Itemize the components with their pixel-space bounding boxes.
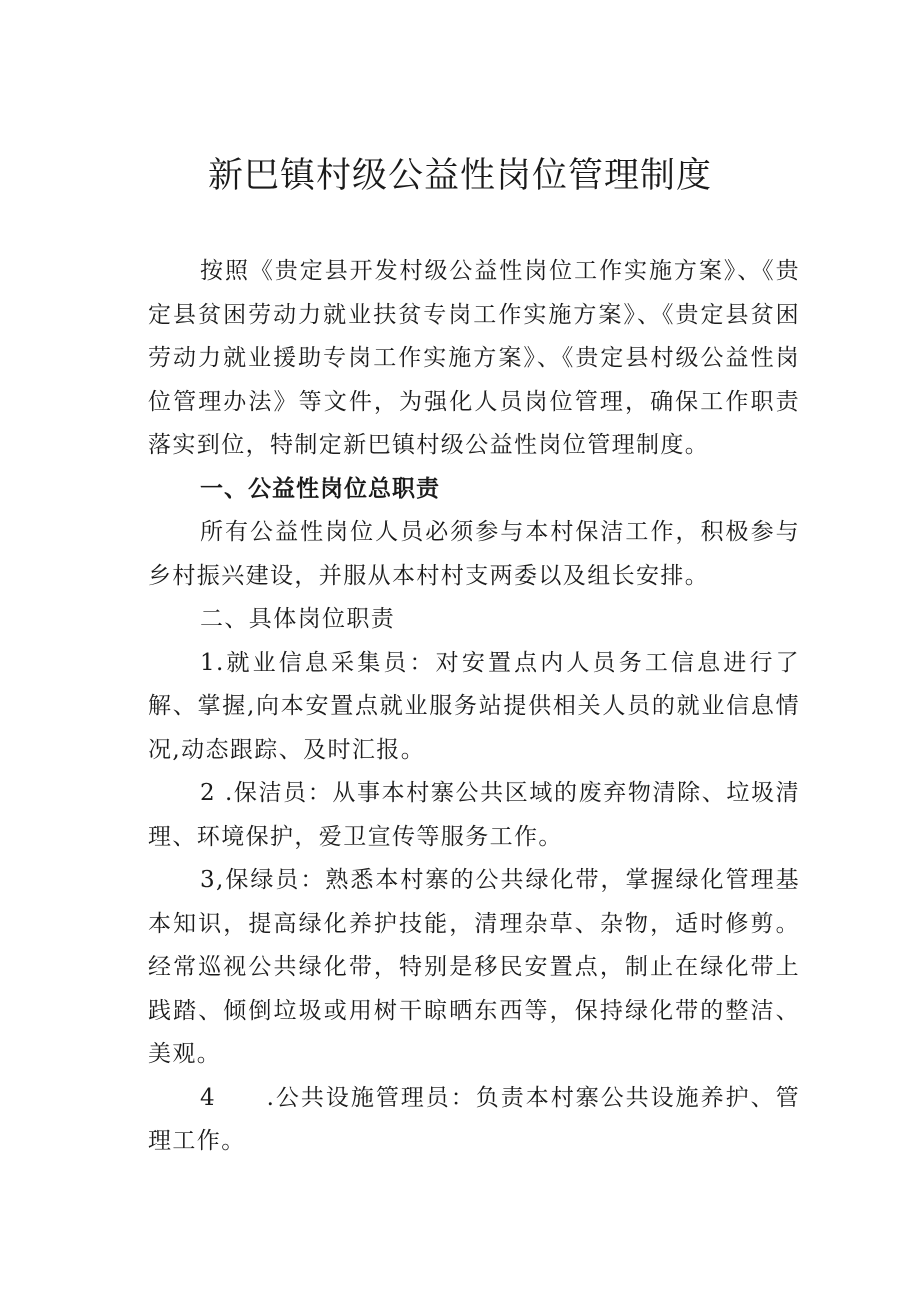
duty-item-1: 1.就业信息采集员：对安置点内人员务工信息进行了解、掌握,向本安置点就业服务站提供相关人员的就业信息情况,动态跟踪、及时汇报。 [148,649,800,763]
section-1-heading: 一、公益性岗位总职责 [200,475,440,502]
document-body [148,250,800,1164]
duty-item-3: 3,保绿员：熟悉本村寨的公共绿化带，掌握绿化管理基本知识，提高绿化养护技能，清理杂草、杂物，适时修剪。经常巡视公共绿化带，特别是移民安置点，制止在绿化带上践踏、倾倒垃圾或用树干晾晒东西等，保持绿化带的整洁、美观。 [148,867,800,1067]
section-2-heading: 二、具体岗位职责 [200,606,396,632]
duty-item-2: 2 .保洁员：从事本村寨公共区域的废弃物清除、垃圾清理、环境保护，爱卫宣传等服务工作。 [148,780,800,850]
duty-item-4: 4 .公共设施管理员：负责本村寨公共设施养护、管理工作。 [148,1084,800,1154]
section-1-body: 所有公益性岗位人员必须参与本村保洁工作，积极参与乡村振兴建设，并服从本村村支两委以及组长安排。 [148,519,800,589]
document-title: 新巴镇村级公益性岗位管理制度 [207,156,712,196]
intro-paragraph: 按照《贵定县开发村级公益性岗位工作实施方案》、《贵定县贫困劳动力就业扶贫专岗工作实施方案》、《贵定县贫困劳动力就业援助专岗工作实施方案》、《贵定县村级公益性岗位管理办法》等文件，为强化人员岗位管理，确保工作职责落实到位，特制定新巴镇村级公益性岗位管理制度。 [148,258,800,458]
